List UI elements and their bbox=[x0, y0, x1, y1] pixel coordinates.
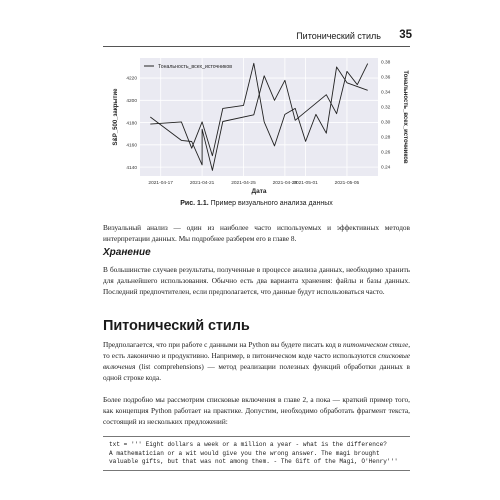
x-tick-label: 2021-05-01 bbox=[293, 181, 318, 186]
right-tick-label: 0.28 bbox=[381, 135, 391, 141]
code-block bbox=[103, 436, 410, 471]
page-number: 35 bbox=[399, 29, 412, 41]
x-axis-label: Дата bbox=[251, 188, 267, 195]
sentiment-vs-sp500-chart bbox=[103, 56, 410, 196]
left-tick-label: 4180 bbox=[126, 121, 137, 127]
list-comprehensions-term: списковые включения bbox=[103, 351, 410, 371]
running-head: Питонический стиль bbox=[296, 31, 381, 41]
right-tick-label: 0.26 bbox=[381, 150, 391, 156]
left-tick-label: 4200 bbox=[126, 99, 137, 105]
paragraph-pythonic bbox=[103, 339, 410, 383]
left-tick-label: 4160 bbox=[126, 143, 137, 149]
paragraph-storage: В большинстве случаев результаты, полученные в процессе анализа данных, необходимо хранить для дальнейшего использования. Обычно есть два варианта хранения: файлы и базы данных. Последний предпочтителен, если предполагается, что данные будут использоваться часто. bbox=[103, 265, 410, 296]
left-tick-label: 4220 bbox=[126, 76, 137, 82]
right-tick-label: 0.34 bbox=[381, 90, 391, 96]
pythonic-text-b: , то есть лаконично и продуктивно. Например, в питоническом коде часто используются bbox=[103, 340, 411, 360]
x-tick-label: 2021-04-17 bbox=[148, 181, 173, 186]
chart-legend bbox=[144, 64, 232, 70]
pythonic-text-c: (list comprehensions) — метод реализации полезных функций обработки данных в одной строке кода. bbox=[103, 362, 410, 382]
figure-caption bbox=[103, 200, 410, 207]
section-heading-pythonic: Питонический стиль bbox=[103, 318, 250, 334]
caption-text: Пример визуального анализа данных bbox=[208, 200, 333, 207]
caption-label: Рис. 1.1. bbox=[180, 200, 209, 207]
x-tick-label: 2021-04-21 bbox=[189, 181, 215, 186]
x-tick-label: 2021-04-25 bbox=[231, 181, 256, 186]
x-tick-label: 2021-05-05 bbox=[334, 181, 360, 186]
section-heading-storage: Хранение bbox=[103, 247, 151, 258]
right-axis-label: Тональность_всех_источников bbox=[402, 70, 408, 164]
paragraph-example-intro: Более подробно мы рассмотрим списковые включения в главе 2, а пока — краткий пример того, как концепция Python работает на практике. Допустим, необходимо обработать фрагмент текста, состоящий из нескольких предложений: bbox=[103, 395, 410, 426]
pythonic-term: питоническом стиле bbox=[343, 340, 409, 349]
right-tick-label: 0.24 bbox=[381, 165, 391, 171]
right-tick-label: 0.30 bbox=[381, 120, 391, 126]
code-line: valuable gifts, but that was not among them. - The Gift of the Magi, O'Henry''' bbox=[109, 458, 398, 466]
code-line: A mathematician or a wit would give you the wrong answer. The magi brought bbox=[109, 449, 380, 457]
right-tick-label: 0.32 bbox=[381, 105, 391, 111]
left-tick-label: 4140 bbox=[126, 165, 137, 171]
right-tick-label: 0.36 bbox=[381, 75, 391, 81]
pythonic-text-a: Предполагается, что при работе с данными на Python вы будете писать код в bbox=[103, 340, 344, 349]
header-rule bbox=[103, 46, 410, 47]
paragraph-visual-analysis: Визуальный анализ — один из наиболее часто используемых и эффективных методов интерпретации данных. Мы подробнее разберем его в главе 8. bbox=[103, 223, 410, 243]
left-axis-label: S&P_500_закрытие bbox=[113, 88, 119, 146]
legend-label: Тональность_всех_источников bbox=[158, 64, 232, 70]
code-line: txt = ''' Eight dollars a week or a million a year - what is the difference? bbox=[109, 441, 387, 448]
x-tick-label: 2021-04-29 bbox=[272, 181, 298, 186]
right-tick-label: 0.38 bbox=[381, 60, 391, 66]
